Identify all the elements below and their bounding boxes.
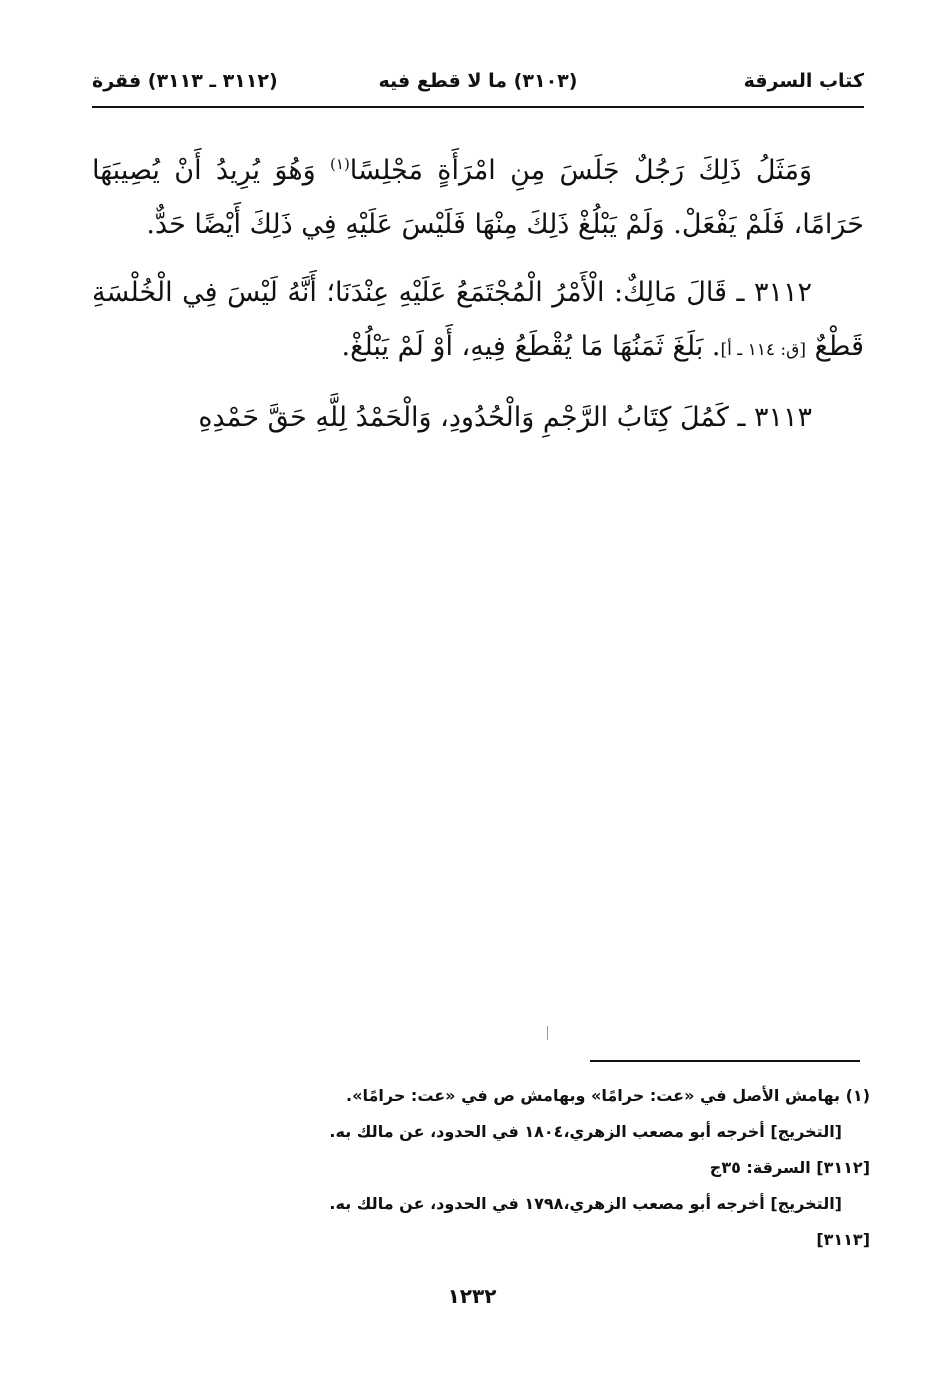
paragraph-1 [92, 144, 864, 252]
header-chapter-title: (٣١٠٣) ما لا قطع فيه [378, 70, 578, 92]
takhrij-note-2: [التخريج] أخرجه أبو مصعب الزهري،١٧٩٨ في الحدود، عن مالك به. [329, 1194, 842, 1213]
page-number: ١٢٣٢ [447, 1284, 497, 1308]
paragraph-3112-text: ٣١١٢ ـ قَالَ مَالِكٌ: الْأَمْرُ الْمُجْتَمَعُ عَلَيْهِ عِنْدَنَا؛ أَنَّهُ لَيْسَ فِي الْخُلْسَةِ قَطْعٌ [92, 277, 864, 362]
paragraph-3113 [92, 391, 864, 445]
header-divider [92, 106, 864, 108]
paragraph-1-text: وَمَثَلُ ذَلِكَ رَجُلٌ جَلَسَ مِنِ امْرَأَةٍ مَجْلِسًا [349, 155, 812, 186]
running-header [92, 66, 864, 100]
paragraph-3112 [92, 266, 864, 377]
footnote-divider [590, 1060, 860, 1062]
paragraph-3112-continuation: . بَلَغَ ثَمَنُهَا مَا يُقْطَعُ فِيهِ، أَوْ لَمْ يَبْلُغْ. [341, 331, 721, 362]
paragraph-1-continuation: وَهُوَ يُرِيدُ أَنْ يُصِيبَهَا حَرَامًا، فَلَمْ يَفْعَلْ. وَلَمْ يَبْلُغْ ذَلِكَ مِنْهَا فَلَيْسَ عَلَيْهِ فِي ذَلِكَ أَيْضًا حَدٌّ. [92, 155, 864, 240]
takhrij-note-1: [التخريج] أخرجه أبو مصعب الزهري،١٨٠٤ في الحدود، عن مالك به. [329, 1122, 842, 1141]
header-paragraph-range: (٣١١٢ ـ ٣١١٣) فقرة [92, 70, 278, 92]
scan-mark [547, 1026, 548, 1040]
main-text [92, 144, 864, 459]
footnote-1: (١) بهامش الأصل في «عت: حرامًا» وبهامش ص في «عت: حرامًا». [346, 1086, 870, 1105]
paragraph-3113-text: ٣١١٣ ـ كَمُلَ كِتَابُ الرَّجْمِ وَالْحُدُودِ، وَالْحَمْدُ لِلَّهِ حَقَّ حَمْدِهِ [198, 402, 812, 433]
reference-3113: [٣١١٣] [816, 1230, 870, 1249]
footnotes-section [150, 1078, 870, 1258]
manuscript-folio-note: [ق: ١١٤ ـ أ] [720, 340, 806, 360]
reference-3112: [٣١١٢] السرقة: ٣٥ج [709, 1158, 870, 1177]
header-book-title: كتاب السرقة [743, 70, 864, 92]
footnote-marker-1: (١) [330, 155, 350, 173]
